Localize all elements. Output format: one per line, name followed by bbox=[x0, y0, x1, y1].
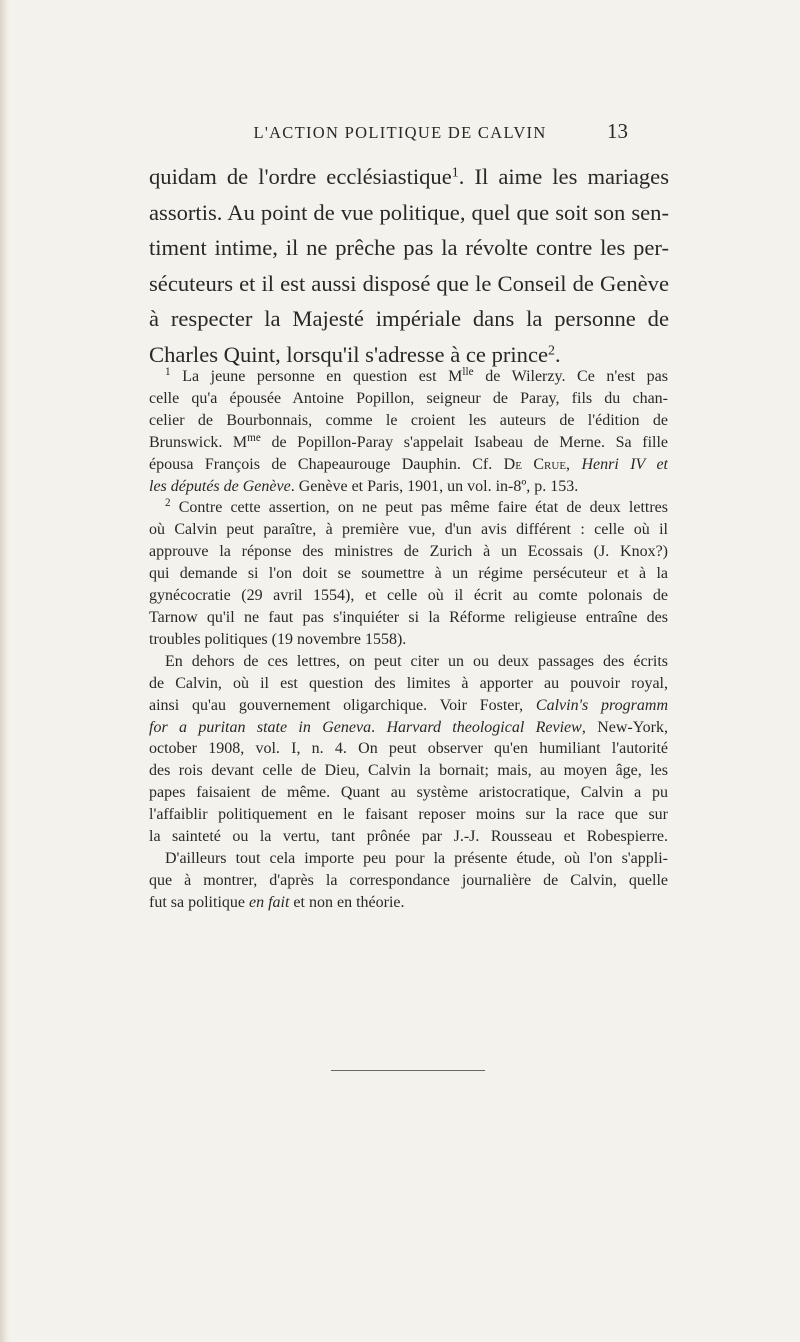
footnote-2b-line: la sainteté ou la vertu, tant prônée par J.-J. Rousseau et Robespierre. bbox=[149, 828, 668, 846]
abbrev-sup: me bbox=[247, 431, 261, 444]
footnote-2b-line: En dehors de ces lettres, on peut citer un ou deux passages des écrits bbox=[165, 652, 668, 670]
footnote-text: Contre cette assertion, on ne peut pas même faire état de deux lettres bbox=[178, 499, 668, 517]
footnote-1-line bbox=[149, 476, 668, 498]
body-line: sécuteurs et il est aussi disposé que le Conseil de Genève bbox=[149, 270, 669, 296]
body-line: assortis. Au point de vue politique, quel que soit son sen- bbox=[149, 199, 669, 225]
abbrev-sup: lle bbox=[462, 366, 474, 378]
journal-title: Harvard theological Review bbox=[386, 718, 582, 736]
footnote-2-line: qui demande si l'on doit se soumettre à un régime persécuteur et à la bbox=[149, 565, 668, 583]
main-paragraph bbox=[149, 159, 669, 373]
footnote-text: et non en théorie. bbox=[289, 893, 405, 911]
footnote-ref-2: 2 bbox=[548, 343, 556, 359]
footnote-2b-line: que à montrer, d'après la correspondance journalière de Calvin, quelle bbox=[149, 871, 668, 889]
footnote-2b-line bbox=[149, 892, 668, 914]
author-name: De Crue bbox=[503, 455, 567, 473]
footnote-2b-line: D'ailleurs tout cela importe peu pour la présente étude, où l'on s'appli- bbox=[165, 849, 668, 867]
footnote-2-marker: 2 bbox=[165, 497, 171, 510]
body-text: Charles Quint, lorsqu'il s'adresse à ce prince bbox=[149, 341, 549, 367]
article-title: Calvin's programm bbox=[535, 696, 668, 714]
footnote-1-line bbox=[149, 432, 668, 454]
footnote-text: La jeune personne en question est M bbox=[182, 368, 463, 385]
footnote-2-line bbox=[149, 497, 668, 519]
body-text: . Il aime les mariages bbox=[458, 164, 669, 189]
footnote-2-line: gynécocratie (29 avril 1554), et celle où il écrit au comte polonais de bbox=[149, 587, 668, 605]
footnote-2b-line: des rois devant celle de Dieu, Calvin la bornait; mais, au moyen âge, les bbox=[149, 762, 668, 780]
footnote-2b-line bbox=[149, 695, 668, 717]
footnote-text: , New-York, bbox=[581, 718, 668, 736]
book-title: Henri IV et bbox=[581, 455, 668, 473]
footnote-text: Brunswick. M bbox=[149, 433, 248, 451]
running-head-title: L'ACTION POLITIQUE DE CALVIN bbox=[253, 123, 547, 142]
footnote-2-line: Tarnow qu'il ne faut pas s'inquiéter si la Réforme religieuse entraîne des bbox=[149, 608, 668, 626]
footnotes bbox=[149, 366, 668, 914]
end-rule bbox=[331, 1070, 485, 1071]
footnote-text: de Popillon-Paray s'appelait Isabeau de Merne. Sa fille bbox=[260, 433, 668, 451]
book-title: les députés de Genève bbox=[149, 477, 291, 495]
emphasis: en fait bbox=[248, 893, 290, 911]
footnote-1-line bbox=[149, 454, 668, 476]
footnote-text: . bbox=[371, 718, 387, 736]
footnote-1-line: celier de Bourbonnais, comme le croient les auteurs de l'édition de bbox=[149, 411, 668, 429]
footnote-2b-line: l'affaiblir politiquement en le faisant reposer moins sur la race que sur bbox=[149, 806, 668, 824]
footnote-text: ainsi qu'au gouvernement oligarchique. Voir Foster, bbox=[149, 696, 536, 714]
footnote-2-line: troubles politiques (19 novembre 1558). bbox=[149, 630, 407, 648]
body-text: quidam de l'ordre ecclésiastique bbox=[149, 164, 452, 189]
footnote-2b-line: de Calvin, où il est question des limites à apporter au pouvoir royal, bbox=[149, 674, 668, 692]
footnote-text: , bbox=[566, 455, 582, 473]
footnote-ref-1: 1 bbox=[451, 165, 459, 181]
footnote-1-line bbox=[149, 366, 668, 388]
footnote-2b-line: papes faisaient de même. Quant au système aristocratique, Calvin a pu bbox=[149, 784, 668, 802]
footnote-1-marker: 1 bbox=[165, 366, 171, 378]
body-line: à respecter la Majesté impériale dans la personne de bbox=[149, 306, 669, 332]
body-line bbox=[149, 159, 669, 195]
running-head bbox=[0, 119, 800, 149]
footnote-2b-line bbox=[149, 717, 668, 739]
footnote-text: épousa François de Chapeaurouge Dauphin. Cf. bbox=[149, 455, 504, 473]
footnote-text: . Genève et Paris, 1901, un vol. in-8º, p. 153. bbox=[290, 477, 579, 495]
page-binding-edge bbox=[0, 0, 10, 1342]
footnote-2b-line: october 1908, vol. I, n. 4. On peut observer qu'en humiliant l'autorité bbox=[149, 740, 668, 758]
page-number: 13 bbox=[607, 119, 628, 143]
footnote-text: fut sa politique bbox=[149, 893, 249, 911]
article-title: for a puritan state in Geneva bbox=[149, 718, 372, 736]
footnote-text: de Wilerzy. Ce n'est pas bbox=[473, 368, 668, 385]
footnote-1-line: celle qu'a épousée Antoine Popillon, seigneur de Paray, fils du chan- bbox=[149, 389, 668, 407]
body-text: . bbox=[555, 341, 561, 367]
body-line: timent intime, il ne prêche pas la révolte contre les per- bbox=[149, 235, 669, 261]
footnote-2-line: approuve la réponse des ministres de Zurich à un Ecossais (J. Knox?) bbox=[149, 543, 668, 561]
footnote-2-line: où Calvin peut paraître, à première vue, d'un avis différent : celle où il bbox=[149, 521, 668, 539]
